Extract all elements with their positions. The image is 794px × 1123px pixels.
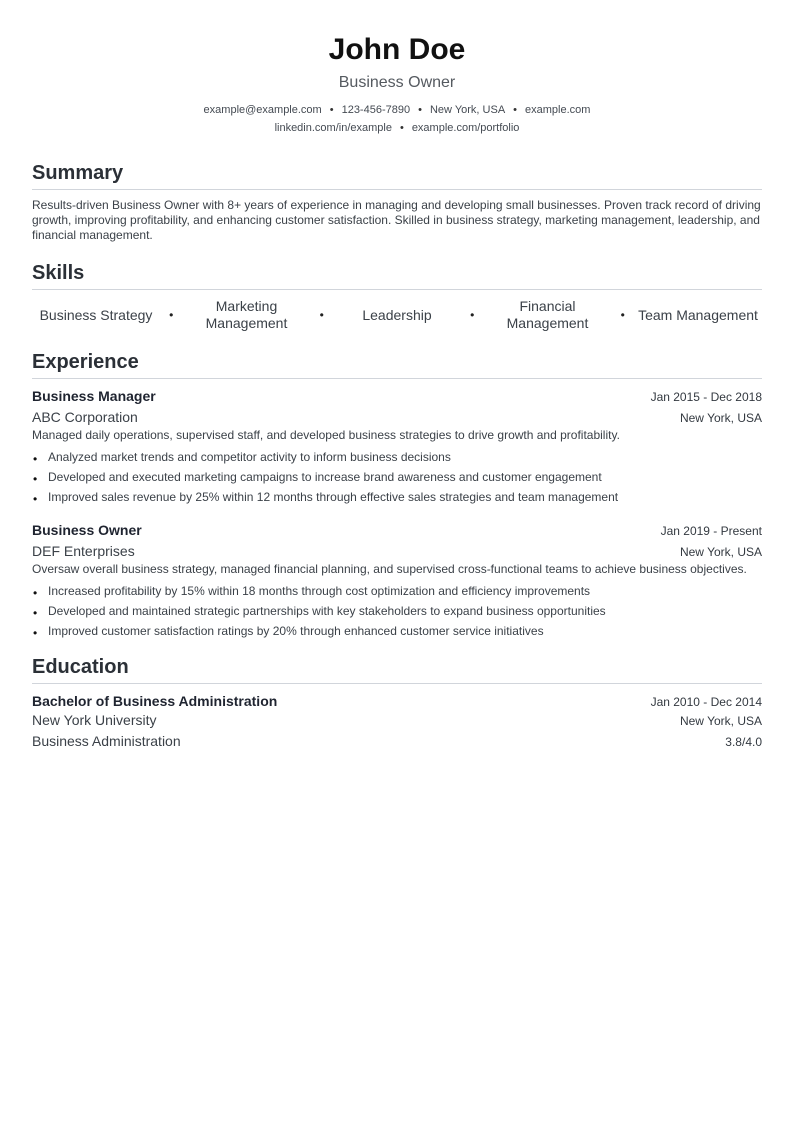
contact-linkedin[interactable]: linkedin.com/in/example (274, 122, 392, 134)
contact-location: New York, USA (429, 104, 506, 116)
job-entry (32, 387, 762, 507)
bullet-icon: • (33, 492, 38, 506)
job-title: Business Owner (32, 522, 142, 538)
job-bullet (32, 601, 762, 621)
skill-item: Business Strategy (39, 306, 153, 323)
job-description: Oversaw overall business strategy, managed financial planning, and supervised cross-functional teams to achieve business objectives. (32, 562, 747, 576)
education-location: New York, USA (679, 714, 762, 728)
contact-email[interactable]: example@example.com (203, 104, 322, 116)
skills-section (32, 261, 762, 332)
job-bullet-list (32, 447, 762, 507)
skill-item: Marketing Management (205, 298, 288, 331)
job-dates: Jan 2019 - Present (660, 524, 762, 538)
bullet-icon: • (33, 586, 38, 600)
job-location: New York, USA (679, 411, 762, 425)
bullet-icon: • (33, 472, 38, 486)
education-school: New York University (32, 712, 157, 728)
education-section (32, 655, 762, 752)
candidate-name: John Doe (328, 33, 466, 66)
skills-list (32, 298, 762, 332)
contact-phone[interactable]: 123-456-7890 (341, 104, 411, 116)
education-gpa: 3.8/4.0 (725, 735, 762, 749)
bullet-text: Improved sales revenue by 25% within 12 months through effective sales strategies and team management (48, 490, 619, 504)
candidate-role: Business Owner (338, 74, 456, 91)
contact-row-secondary (32, 119, 762, 137)
summary-section (32, 161, 762, 243)
experience-heading: Experience (32, 351, 139, 373)
job-bullet-list (32, 581, 762, 641)
skill-item: Financial Management (506, 298, 589, 331)
job-bullet (32, 621, 762, 641)
education-degree: Bachelor of Business Administration (32, 693, 278, 709)
job-company: DEF Enterprises (32, 543, 135, 559)
experience-section (32, 350, 762, 641)
contact-website[interactable]: example.com (525, 104, 591, 116)
summary-text: Results-driven Business Owner with 8+ years of experience in managing and developing small businesses. Proven track record of driving growth, improving profitability, and enhancing customer satisfaction. Skilled in business strategy, marketing management, leadership, and financial management. (32, 198, 761, 242)
skills-heading: Skills (32, 262, 85, 284)
bullet-text: Developed and executed marketing campaigns to increase brand awareness and customer engagement (48, 470, 602, 484)
job-title: Business Manager (32, 388, 156, 404)
job-bullet (32, 467, 762, 487)
job-entry (32, 521, 762, 641)
bullet-icon: • (33, 626, 38, 640)
summary-heading: Summary (32, 162, 124, 184)
skill-separator: • (470, 308, 475, 322)
skill-separator: • (620, 308, 625, 322)
contact-separator: • (329, 104, 334, 116)
contact-portfolio[interactable]: example.com/portfolio (411, 122, 520, 134)
bullet-icon: • (33, 452, 38, 466)
job-company: ABC Corporation (32, 409, 138, 425)
job-dates: Jan 2015 - Dec 2018 (650, 390, 762, 404)
contact-separator: • (418, 104, 422, 116)
resume-header (32, 32, 762, 137)
bullet-text: Increased profitability by 15% within 18 months through cost optimization and efficiency improvements (48, 584, 591, 598)
section-divider (32, 378, 762, 379)
job-bullet (32, 581, 762, 601)
section-divider (32, 683, 762, 684)
job-location: New York, USA (679, 545, 762, 559)
bullet-text: Analyzed market trends and competitor activity to inform business decisions (48, 450, 451, 464)
skill-separator: • (169, 308, 174, 322)
job-bullet (32, 487, 762, 507)
bullet-text: Developed and maintained strategic partnerships with key stakeholders to expand business opportunities (48, 604, 606, 618)
job-bullet (32, 447, 762, 467)
skill-separator: • (319, 308, 324, 322)
contact-separator: • (513, 104, 518, 116)
section-divider (32, 289, 762, 290)
bullet-icon: • (33, 606, 38, 620)
section-divider (32, 189, 762, 190)
job-description: Managed daily operations, supervised staff, and developed business strategies to drive growth and profitability. (32, 428, 620, 442)
education-dates: Jan 2010 - Dec 2014 (650, 695, 762, 709)
contact-row-primary (32, 101, 762, 119)
skill-item: Leadership (362, 306, 432, 323)
bullet-text: Improved customer satisfaction ratings by 20% through enhanced customer service initiatives (48, 624, 544, 638)
skill-item: Team Management (638, 306, 758, 323)
education-field: Business Administration (32, 733, 181, 749)
education-heading: Education (32, 656, 129, 678)
contact-separator: • (399, 122, 404, 134)
